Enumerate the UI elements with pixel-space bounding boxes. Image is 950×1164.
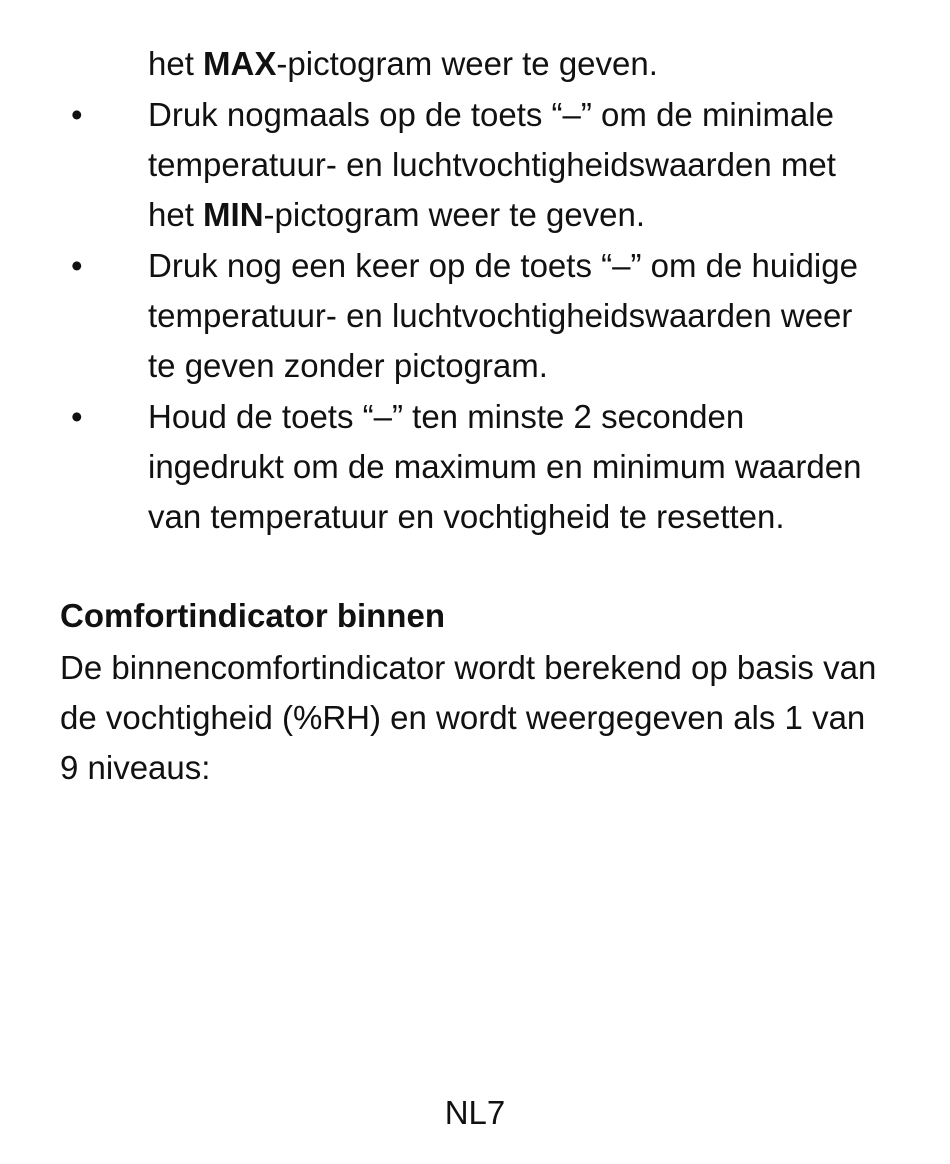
page-number: NL7 [444,1094,506,1131]
paragraph-line-2: de vochtigheid (%RH) en wordt weergegeven als 1 van [60,699,866,736]
section-heading: Comfortindicator binnen [60,597,445,634]
bullet-2-line-1: Druk nog een keer op de toets “–” om de huidige [148,247,858,284]
paragraph-line-3: 9 niveaus: [60,749,211,786]
bullet-marker: • [71,96,83,133]
bullet-1-text-post: -pictogram weer te geven. [263,196,646,233]
bullet-1-line-2: temperatuur- en luchtvochtigheidswaarden met [148,146,836,183]
bullet-marker: • [71,247,83,284]
bullet-1-text-pre: het [148,196,204,233]
paragraph-line-1: De binnencomfortindicator wordt berekend op basis van [60,649,877,686]
bullet-2-line-2: temperatuur- en luchtvochtigheidswaarden weer [148,297,853,334]
bullet-3-line-2: ingedrukt om de maximum en minimum waarden [148,448,862,485]
bullet-3-line-3: van temperatuur en vochtigheid te resetten. [148,498,785,535]
continuation-line [148,39,658,89]
continuation-text-post: -pictogram weer te geven. [276,45,658,82]
continuation-text-pre: het [148,45,204,82]
max-keyword: MAX [203,45,277,82]
bullet-1-line-1: Druk nogmaals op de toets “–” om de minimale [148,96,834,133]
bullet-marker: • [71,398,83,435]
bullet-2-line-3: te geven zonder pictogram. [148,347,548,384]
min-keyword: MIN [203,196,264,233]
bullet-1-line-3 [148,190,645,240]
bullet-3-line-1: Houd de toets “–” ten minste 2 seconden [148,398,745,435]
